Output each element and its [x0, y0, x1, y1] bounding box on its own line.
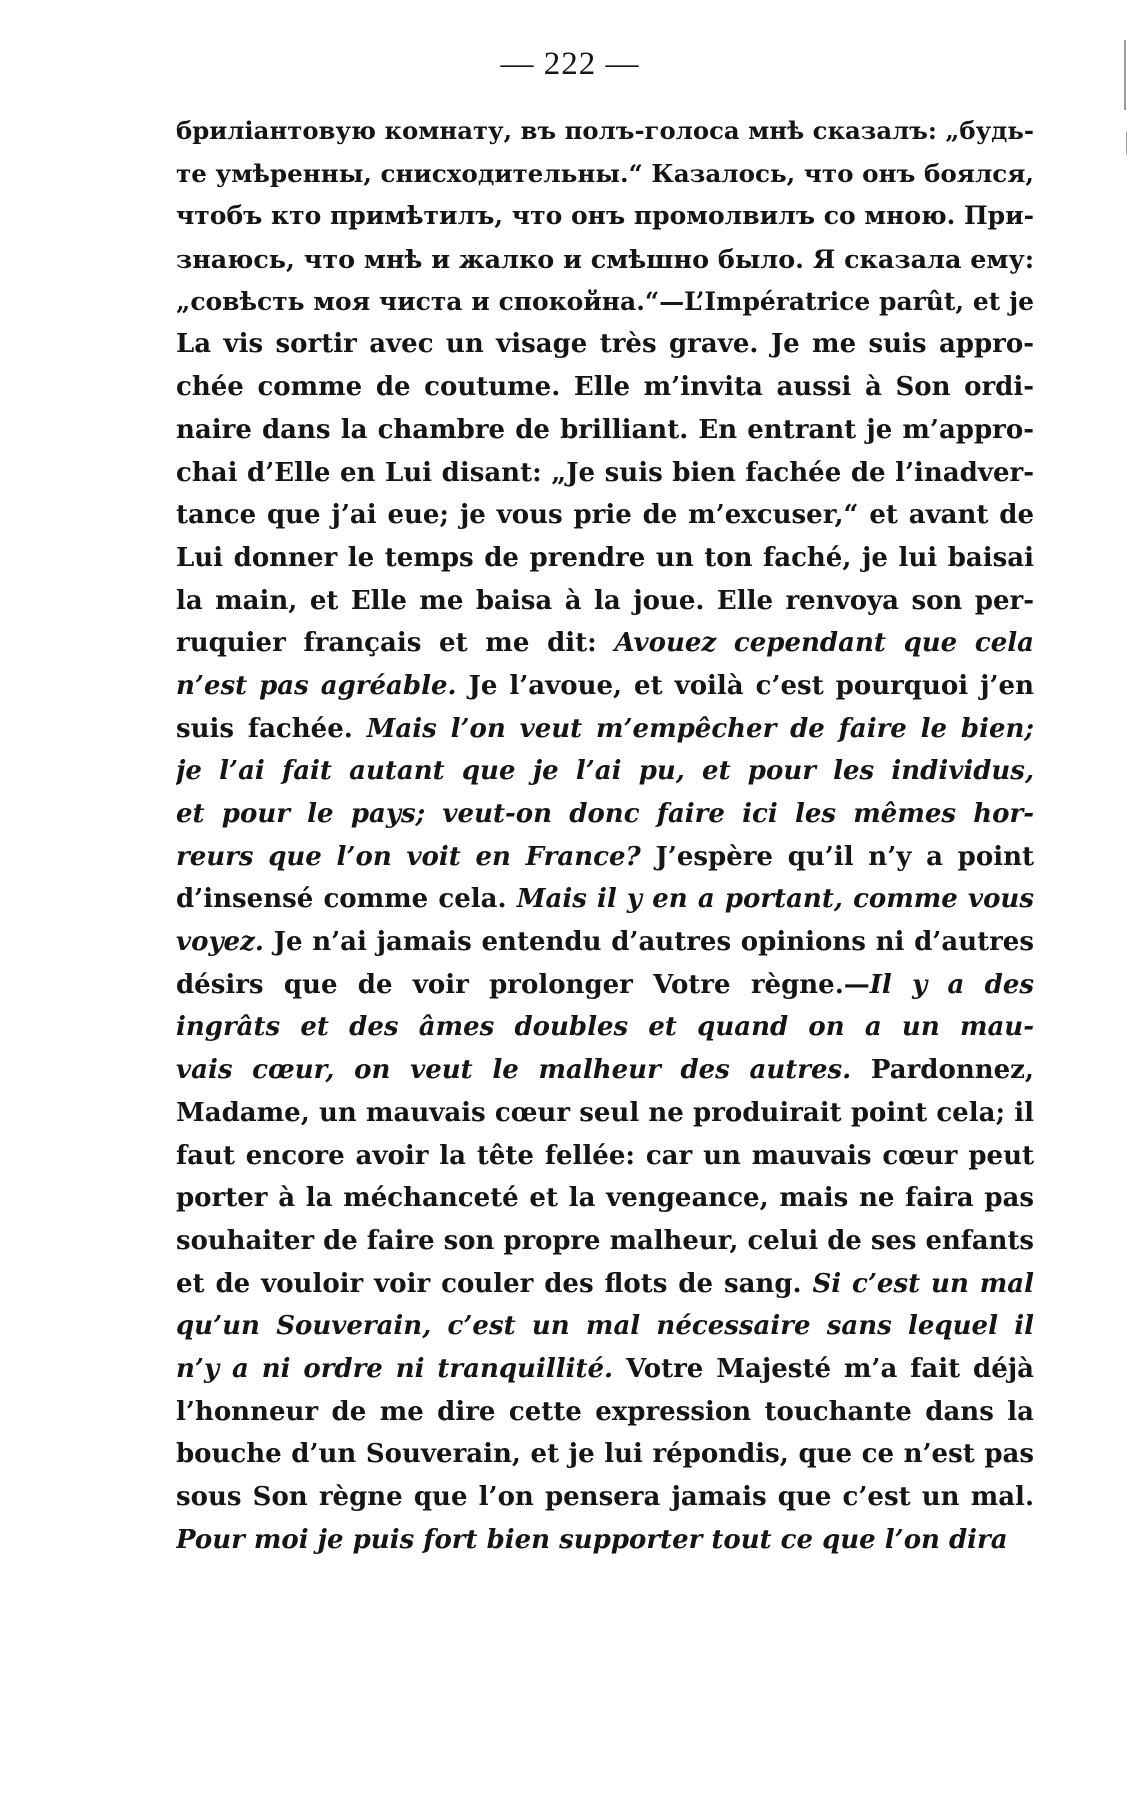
- italic-text-segment: Avouez cependant que cela: [614, 628, 1034, 659]
- text-line: [176, 281, 1034, 324]
- text-line: [176, 195, 1034, 238]
- italic-text-segment: qu’un Souverain, c’est un mal nécessaire sans lequel il: [176, 1311, 1034, 1342]
- text-line: [176, 1476, 1034, 1519]
- text-segment: Lui donner le temps de prendre un ton faché, je lui baisai: [176, 542, 1034, 573]
- text-line: [176, 323, 1034, 366]
- text-line: [176, 1220, 1034, 1263]
- italic-text-segment: Si c’est un mal: [812, 1268, 1034, 1299]
- text-line: [176, 1135, 1034, 1178]
- italic-text-segment: n’y a ni ordre ni tranquillité.: [176, 1353, 614, 1384]
- text-segment: La vis sortir avec un visage très grave. Je me suis appro-: [176, 329, 1034, 360]
- italic-text-segment: Pour moi je puis fort bien supporter tout ce que l’on dira: [176, 1524, 1008, 1555]
- italic-text-segment: vais cœur, on veut le malheur des autres.: [176, 1055, 852, 1086]
- text-segment: porter à la méchanceté et la vengeance, mais ne faira pas: [176, 1183, 1034, 1214]
- text-line: [176, 1177, 1034, 1220]
- text-line: [176, 366, 1034, 409]
- text-line: [176, 921, 1034, 964]
- text-segment: suis fachée.: [176, 713, 367, 744]
- text-line: [176, 537, 1034, 580]
- text-line: [176, 1049, 1034, 1092]
- text-segment: chai d’Elle en Lui disant: „Je suis bien fachée de l’inadver-: [176, 457, 1034, 488]
- italic-text-segment: ingrâts et des âmes doubles et quand on a un mau-: [176, 1012, 1034, 1043]
- text-segment: знаюсь, что мнѣ и жалко и смѣшно было. Я сказала ему:: [176, 244, 1034, 275]
- italic-text-segment: je l’ai fait autant que je l’ai pu, et pour les individus,: [176, 756, 1034, 787]
- text-line: [176, 1348, 1034, 1391]
- text-line: [176, 1433, 1034, 1476]
- italic-text-segment: n’est pas agréable.: [176, 670, 457, 701]
- text-line: [176, 708, 1034, 751]
- text-line: [176, 1391, 1034, 1434]
- text-segment: бриліантовую комнату, въ полъ-голоса мнѣ сказалъ: „будь-: [176, 116, 1034, 145]
- text-segment: chée comme de coutume. Elle m’invita aussi à Son ordi-: [176, 372, 1034, 403]
- text-line: [176, 1006, 1034, 1049]
- text-segment: те умѣренны, снисходительны.“ Казалось, что онъ боялся,: [176, 158, 1034, 188]
- italic-text-segment: Mais l’on veut m’empêcher de faire le bien;: [366, 713, 1034, 744]
- text-segment: „совѣсть моя чиста и спокойна.“—L’Impératrice parût, et je: [176, 286, 1034, 316]
- margin-scan-mark: [1124, 40, 1126, 110]
- text-segment: ruquier français et me dit:: [176, 628, 615, 659]
- text-segment: Je l’avoue, et voilà c’est pourquoi j’en: [456, 670, 1034, 701]
- text-segment: naire dans la chambre de brilliant. En entrant je m’appro-: [176, 414, 1034, 445]
- text-line: [176, 452, 1034, 495]
- italic-text-segment: Mais il y en a portant, comme vous: [516, 884, 1034, 915]
- text-line: [176, 750, 1034, 793]
- text-line: [176, 1519, 1034, 1562]
- text-segment: désirs que de voir prolonger Votre règne.—: [176, 969, 870, 1000]
- text-segment: la main, et Elle me baisa à la joue. Elle renvoya son per-: [176, 585, 1034, 616]
- text-segment: bouche d’un Souverain, et je lui répondis, que ce n’est pas: [176, 1439, 1034, 1470]
- text-line: [176, 1263, 1034, 1306]
- margin-scan-mark: [1126, 132, 1127, 154]
- page-number: — 222 —: [500, 46, 640, 82]
- text-line: [176, 153, 1034, 196]
- text-segment: d’insensé comme cela.: [176, 884, 517, 915]
- text-line: [176, 1092, 1034, 1135]
- italic-text-segment: reurs que l’on voit en France?: [176, 841, 641, 872]
- text-line: [176, 878, 1034, 921]
- italic-text-segment: et pour le pays; veut-on donc faire ici les mêmes hor-: [176, 799, 1034, 829]
- text-line: [176, 836, 1034, 879]
- text-line: [176, 964, 1034, 1007]
- text-line: [176, 665, 1034, 708]
- italic-text-segment: Il y a des: [869, 969, 1034, 1000]
- text-segment: l’honneur de me dire cette expression touchante dans la: [176, 1396, 1034, 1427]
- text-line: [176, 238, 1034, 281]
- text-segment: Madame, un mauvais cœur seul ne produirait point cela; il: [176, 1097, 1034, 1128]
- text-segment: tance que j’ai eue; je vous prie de m’excuser,“ et avant de: [176, 500, 1034, 531]
- text-segment: Pardonnez,: [851, 1055, 1034, 1086]
- text-segment: Je n’ai jamais entendu d’autres opinions ni d’autres: [263, 927, 1034, 958]
- italic-text-segment: voyez.: [176, 927, 264, 958]
- text-segment: et de vouloir voir couler des flots de sang.: [176, 1268, 813, 1299]
- text-segment: souhaiter de faire son propre malheur, celui de ses enfants: [176, 1225, 1034, 1256]
- text-line: [176, 110, 1034, 153]
- text-line: [176, 622, 1034, 665]
- text-segment: Votre Majesté m’a fait déjà: [613, 1353, 1034, 1384]
- text-segment: faut encore avoir la tête fellée: car un mauvais cœur peut: [176, 1140, 1034, 1171]
- text-line: [176, 494, 1034, 537]
- text-line: [176, 793, 1034, 836]
- text-segment: J’espère qu’il n’y a point: [640, 841, 1034, 872]
- text-segment: sous Son règne que l’on pensera jamais que c’est un mal.: [176, 1482, 1034, 1512]
- text-line: [176, 1305, 1034, 1348]
- text-line: [176, 409, 1034, 452]
- text-segment: чтобъ кто примѣтилъ, что онъ промолвилъ со мною. При-: [176, 201, 1034, 231]
- body-text: [176, 110, 1034, 1561]
- text-line: [176, 580, 1034, 623]
